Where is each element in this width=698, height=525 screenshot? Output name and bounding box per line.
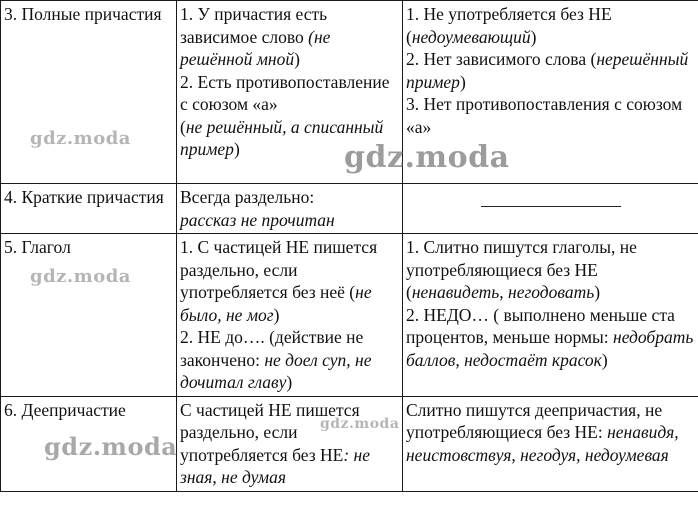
rule-text: Всегда раздельно: <box>180 187 315 207</box>
example-text: не доел суп, не дочитал главу <box>180 349 372 392</box>
example-text: не решённый, а списанный пример <box>180 116 384 159</box>
rule-text: 1. Слитно пишутся глаголы, не употребляющиеся без НЕ ( <box>406 237 637 302</box>
rule-text: С частицей НЕ пишется раздельно, если употребляется без НЕ <box>180 399 360 465</box>
watermark: gdz.moda <box>30 128 131 149</box>
row-heading: 3. Полные причастия <box>1 1 177 184</box>
rule-text: 2. НЕДО… ( выполнено меньше ста процентов, меньше нормы: <box>406 304 675 347</box>
rule-text: 1. С частицей НЕ пишется раздельно, если употребляется без неё ( <box>180 237 378 302</box>
rule-text: 1. У причастия есть зависимое слово <box>180 4 328 47</box>
watermark: gdz.moda <box>44 432 178 461</box>
example-text: ненавидеть, негодовать <box>411 282 595 302</box>
rule-separate <box>177 396 403 491</box>
rule-separate <box>177 184 403 234</box>
rule-text: 2. Нет зависимого слова ( <box>406 49 597 69</box>
row-heading: 5. Глагол <box>1 234 177 397</box>
watermark: gdz.moda <box>320 416 400 432</box>
example-text: недоумевающий <box>411 26 531 47</box>
rule-text: ) <box>594 282 601 302</box>
table-row <box>1 396 698 491</box>
rule-text: Слитно пишутся деепричастия, не употребляющиеся без НЕ: <box>406 399 663 442</box>
example-text: рассказ не прочитан <box>180 209 335 230</box>
rule-text: 2. НЕ до…. (действие не закончено: <box>180 327 364 370</box>
row-heading: 4. Краткие причастия <box>1 184 177 234</box>
example-text: недобрать баллов, недостаёт красок <box>406 327 694 370</box>
rule-joined <box>403 396 698 491</box>
rule-text: ) <box>601 349 608 370</box>
rule-joined <box>403 1 698 184</box>
rule-text: ) <box>273 304 280 325</box>
rule-text: ) <box>294 49 300 69</box>
example-text: нерешённый пример <box>406 49 689 92</box>
rule-text: ) <box>233 139 240 159</box>
rule-text: 2. Есть противопоставление с союзом «а» <box>180 71 390 114</box>
rule-separate <box>177 1 403 184</box>
watermark: gdz.moda <box>30 266 131 287</box>
example-text: не было, не мог <box>180 282 372 325</box>
watermark: gdz.moda <box>344 140 510 175</box>
example-text: ненавидя, неистовствуя, негодуя, недоумевая <box>406 422 679 465</box>
row-heading: 6. Деепричастие <box>1 396 177 491</box>
table-row <box>1 1 698 184</box>
table-row <box>1 184 698 234</box>
rule-text: ) <box>530 26 537 47</box>
example-text: : не зная, не думая <box>180 444 371 487</box>
rule-text: 3. Нет противопоставления с союзом «а» <box>406 94 683 137</box>
table-row <box>1 234 698 397</box>
rule-text: ) <box>286 372 293 392</box>
rule-joined <box>403 234 698 397</box>
rule-text: 1. Не употребляется без НЕ ( <box>406 4 612 47</box>
rule-separate <box>177 234 403 397</box>
empty-dash <box>481 206 621 207</box>
rule-text: ( <box>180 116 186 137</box>
rule-joined-empty <box>403 184 698 234</box>
rule-text: ) <box>459 71 466 92</box>
example-text: (не решённой мной <box>180 26 331 69</box>
